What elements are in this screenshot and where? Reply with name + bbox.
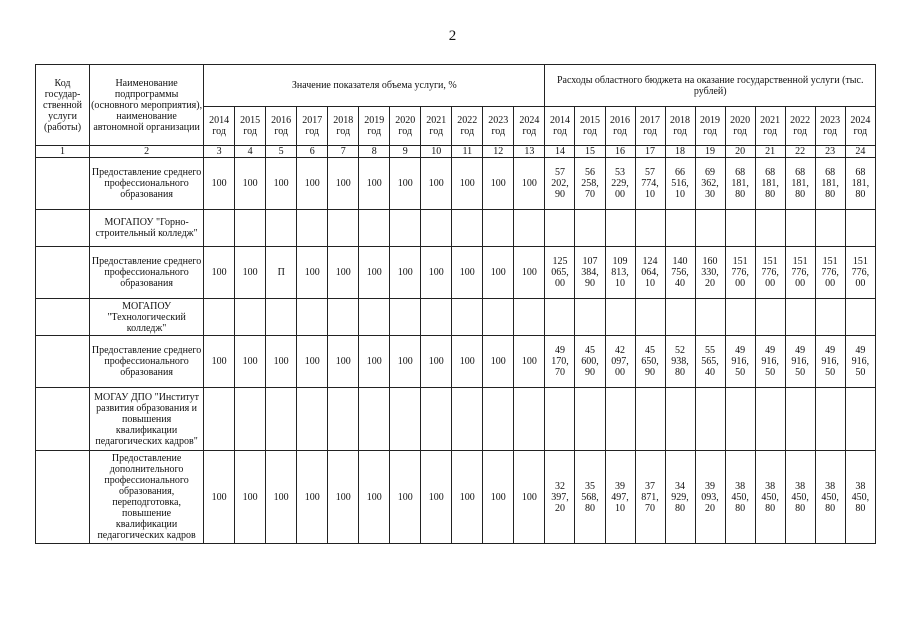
expense-value: [575, 210, 605, 247]
volume-value: 100: [297, 451, 328, 544]
organization-row: [36, 210, 876, 247]
organization-name: МОГАПОУ "Горно-строительный колледж": [90, 210, 204, 247]
code-cell: [36, 388, 90, 451]
volume-value: 100: [483, 247, 514, 299]
service-name: Предоставление среднего профессионального образования: [90, 158, 204, 210]
volume-value: [266, 210, 297, 247]
expense-value: 37 871, 70: [635, 451, 665, 544]
code-cell: [36, 247, 90, 299]
column-number: 7: [328, 146, 359, 158]
volume-value: [390, 388, 421, 451]
volume-value: [483, 210, 514, 247]
volume-value: [297, 299, 328, 336]
volume-value: 100: [514, 247, 545, 299]
volume-value: 100: [235, 158, 266, 210]
expense-value: [845, 210, 875, 247]
column-number: 2: [90, 146, 204, 158]
expense-value: 38 450, 80: [845, 451, 875, 544]
column-number: 24: [845, 146, 875, 158]
organization-row: [36, 299, 876, 336]
expense-value: 140 756, 40: [665, 247, 695, 299]
expense-value: [575, 388, 605, 451]
volume-value: 100: [204, 336, 235, 388]
volume-value: [421, 388, 452, 451]
volume-value: [297, 388, 328, 451]
year-header: 2018 год: [328, 107, 359, 146]
volume-value: 100: [390, 158, 421, 210]
column-number: 19: [695, 146, 725, 158]
expense-value: 49 916, 50: [815, 336, 845, 388]
volume-value: [235, 388, 266, 451]
year-header: 2016 год: [266, 107, 297, 146]
volume-value: [452, 299, 483, 336]
expense-value: [755, 299, 785, 336]
volume-value: 100: [421, 451, 452, 544]
budget-table: [35, 64, 876, 544]
expense-value: 49 916, 50: [785, 336, 815, 388]
expense-value: 151 776, 00: [815, 247, 845, 299]
year-header: 2019 год: [359, 107, 390, 146]
volume-value: 100: [235, 451, 266, 544]
expense-value: 69 362, 30: [695, 158, 725, 210]
year-header: 2015 год: [235, 107, 266, 146]
expense-value: [695, 210, 725, 247]
expense-value: 49 916, 50: [725, 336, 755, 388]
volume-value: 100: [452, 158, 483, 210]
year-header: 2014 год: [204, 107, 235, 146]
volume-value: 100: [328, 158, 359, 210]
volume-value: [390, 210, 421, 247]
volume-value: 100: [452, 451, 483, 544]
year-header: 2019 год: [695, 107, 725, 146]
column-number: 6: [297, 146, 328, 158]
volume-value: [359, 388, 390, 451]
year-header: 2017 год: [635, 107, 665, 146]
volume-value: 100: [297, 336, 328, 388]
expense-value: 68 181, 80: [815, 158, 845, 210]
column-number: 15: [575, 146, 605, 158]
year-header: 2016 год: [605, 107, 635, 146]
expense-value: 45 600, 90: [575, 336, 605, 388]
volume-value: 100: [421, 336, 452, 388]
volume-value: 100: [266, 451, 297, 544]
volume-value: 100: [390, 451, 421, 544]
volume-value: 100: [452, 336, 483, 388]
volume-value: [483, 299, 514, 336]
expense-value: [665, 299, 695, 336]
volume-value: 100: [297, 158, 328, 210]
expense-value: 124 064, 10: [635, 247, 665, 299]
expense-value: [725, 210, 755, 247]
volume-value: 100: [359, 451, 390, 544]
expense-value: 151 776, 00: [725, 247, 755, 299]
volume-value: [204, 299, 235, 336]
expense-value: 57 774, 10: [635, 158, 665, 210]
expense-value: [815, 299, 845, 336]
expense-value: 38 450, 80: [815, 451, 845, 544]
column-number: 8: [359, 146, 390, 158]
year-header: 2020 год: [725, 107, 755, 146]
volume-value: 100: [328, 247, 359, 299]
volume-value: [452, 210, 483, 247]
expense-value: 57 202, 90: [545, 158, 575, 210]
volume-value: 100: [266, 336, 297, 388]
expense-value: [845, 299, 875, 336]
volume-value: [514, 210, 545, 247]
volume-value: [204, 388, 235, 451]
column-number: 14: [545, 146, 575, 158]
code-cell: [36, 158, 90, 210]
code-cell: [36, 299, 90, 336]
volume-value: 100: [452, 247, 483, 299]
expense-value: 38 450, 80: [785, 451, 815, 544]
volume-value: 100: [359, 158, 390, 210]
volume-value: 100: [359, 336, 390, 388]
expense-value: 151 776, 00: [845, 247, 875, 299]
expense-value: [815, 210, 845, 247]
volume-value: 100: [235, 247, 266, 299]
expense-value: [665, 388, 695, 451]
service-row: [36, 158, 876, 210]
expense-value: 56 258, 70: [575, 158, 605, 210]
expense-value: [665, 210, 695, 247]
volume-value: 100: [328, 451, 359, 544]
expense-value: 151 776, 00: [785, 247, 815, 299]
expense-value: [545, 210, 575, 247]
volume-value: 100: [204, 451, 235, 544]
volume-value: [483, 388, 514, 451]
expense-value: [605, 388, 635, 451]
expense-value: 39 497, 10: [605, 451, 635, 544]
expense-value: [545, 299, 575, 336]
code-cell: [36, 210, 90, 247]
volume-value: 100: [328, 336, 359, 388]
expense-value: 68 181, 80: [845, 158, 875, 210]
service-row: [36, 247, 876, 299]
expense-value: 68 181, 80: [785, 158, 815, 210]
volume-value: [235, 210, 266, 247]
organization-name: МОГАУ ДПО "Институт развития образования и повышения квалификации педагогических кадров": [90, 388, 204, 451]
volume-value: 100: [483, 336, 514, 388]
year-header: 2014 год: [545, 107, 575, 146]
expense-value: [695, 388, 725, 451]
expense-value: 49 170, 70: [545, 336, 575, 388]
page-number: 2: [448, 28, 457, 44]
volume-value: 100: [483, 451, 514, 544]
year-header: 2018 год: [665, 107, 695, 146]
column-number: 10: [421, 146, 452, 158]
column-number: 22: [785, 146, 815, 158]
expense-value: [635, 388, 665, 451]
expense-value: [605, 299, 635, 336]
expense-value: [815, 388, 845, 451]
expense-value: [695, 299, 725, 336]
volume-value: 100: [204, 158, 235, 210]
expense-value: 66 516, 10: [665, 158, 695, 210]
column-number: 1: [36, 146, 90, 158]
column-number: 18: [665, 146, 695, 158]
expense-value: 49 916, 50: [755, 336, 785, 388]
header-expense-group: Расходы областного бюджета на оказание государственной услуги (тыс. рублей): [545, 65, 876, 107]
expense-value: [725, 299, 755, 336]
year-header: 2020 год: [390, 107, 421, 146]
column-number: 17: [635, 146, 665, 158]
year-header: 2024 год: [845, 107, 875, 146]
expense-value: [785, 388, 815, 451]
service-row: [36, 451, 876, 544]
year-header: 2017 год: [297, 107, 328, 146]
service-name: Предоставление среднего профессионального образования: [90, 336, 204, 388]
expense-value: [725, 388, 755, 451]
volume-value: [266, 299, 297, 336]
year-header: 2023 год: [483, 107, 514, 146]
volume-value: [328, 299, 359, 336]
volume-value: 100: [235, 336, 266, 388]
volume-value: [421, 210, 452, 247]
year-header: 2023 год: [815, 107, 845, 146]
volume-value: 100: [421, 247, 452, 299]
column-number: 4: [235, 146, 266, 158]
expense-value: [575, 299, 605, 336]
volume-value: [452, 388, 483, 451]
code-cell: [36, 336, 90, 388]
expense-value: 49 916, 50: [845, 336, 875, 388]
expense-value: 68 181, 80: [755, 158, 785, 210]
expense-value: 34 929, 80: [665, 451, 695, 544]
year-header: 2022 год: [785, 107, 815, 146]
volume-value: [421, 299, 452, 336]
column-number: 13: [514, 146, 545, 158]
column-number: 5: [266, 146, 297, 158]
volume-value: [390, 299, 421, 336]
column-number: 3: [204, 146, 235, 158]
year-header: 2022 год: [452, 107, 483, 146]
organization-row: [36, 388, 876, 451]
volume-value: 100: [421, 158, 452, 210]
expense-value: [635, 210, 665, 247]
header-name: Наименование подпрограммы (основного мероприятия), наименование автономной организации: [90, 65, 204, 146]
column-number: 20: [725, 146, 755, 158]
expense-value: [635, 299, 665, 336]
volume-value: [359, 210, 390, 247]
volume-value: [297, 210, 328, 247]
expense-value: 53 229, 00: [605, 158, 635, 210]
volume-value: [359, 299, 390, 336]
volume-value: [328, 210, 359, 247]
year-header: 2021 год: [755, 107, 785, 146]
year-header: 2015 год: [575, 107, 605, 146]
volume-value: 100: [483, 158, 514, 210]
service-name: Предоставление дополнительного профессионального образования, переподготовка, повышение квалификации педагогических кадров: [90, 451, 204, 544]
volume-value: [328, 388, 359, 451]
volume-value: 100: [390, 247, 421, 299]
year-header: 2021 год: [421, 107, 452, 146]
expense-value: 39 093, 20: [695, 451, 725, 544]
expense-value: 35 568, 80: [575, 451, 605, 544]
expense-value: [605, 210, 635, 247]
column-number: 12: [483, 146, 514, 158]
volume-value: [514, 388, 545, 451]
expense-value: 68 181, 80: [725, 158, 755, 210]
expense-value: 160 330, 20: [695, 247, 725, 299]
expense-value: [785, 299, 815, 336]
expense-value: 38 450, 80: [755, 451, 785, 544]
service-row: [36, 336, 876, 388]
volume-value: [266, 388, 297, 451]
volume-value: 100: [297, 247, 328, 299]
expense-value: [755, 388, 785, 451]
expense-value: 125 065, 00: [545, 247, 575, 299]
expense-value: 42 097, 00: [605, 336, 635, 388]
header-volume-group: Значение показателя объема услуги, %: [204, 65, 545, 107]
expense-value: 151 776, 00: [755, 247, 785, 299]
expense-value: 38 450, 80: [725, 451, 755, 544]
expense-value: 32 397, 20: [545, 451, 575, 544]
service-name: Предоставление среднего профессионального образования: [90, 247, 204, 299]
volume-value: 100: [514, 336, 545, 388]
volume-value: 100: [514, 451, 545, 544]
volume-value: [204, 210, 235, 247]
expense-value: 107 384, 90: [575, 247, 605, 299]
expense-value: 52 938, 80: [665, 336, 695, 388]
expense-value: 55 565, 40: [695, 336, 725, 388]
expense-value: 45 650, 90: [635, 336, 665, 388]
code-cell: [36, 451, 90, 544]
volume-value: [235, 299, 266, 336]
expense-value: [755, 210, 785, 247]
volume-value: 100: [204, 247, 235, 299]
volume-value: [514, 299, 545, 336]
volume-value: 100: [266, 158, 297, 210]
column-number: 21: [755, 146, 785, 158]
column-number: 9: [390, 146, 421, 158]
expense-value: [785, 210, 815, 247]
column-number: 16: [605, 146, 635, 158]
column-number: 23: [815, 146, 845, 158]
volume-value: 100: [390, 336, 421, 388]
year-header: 2024 год: [514, 107, 545, 146]
volume-value: 100: [514, 158, 545, 210]
header-code: Код государ-ственной услуги (работы): [36, 65, 90, 146]
volume-value: П: [266, 247, 297, 299]
column-number: 11: [452, 146, 483, 158]
organization-name: МОГАПОУ "Технологический колледж": [90, 299, 204, 336]
expense-value: [545, 388, 575, 451]
expense-value: [845, 388, 875, 451]
volume-value: 100: [359, 247, 390, 299]
expense-value: 109 813, 10: [605, 247, 635, 299]
